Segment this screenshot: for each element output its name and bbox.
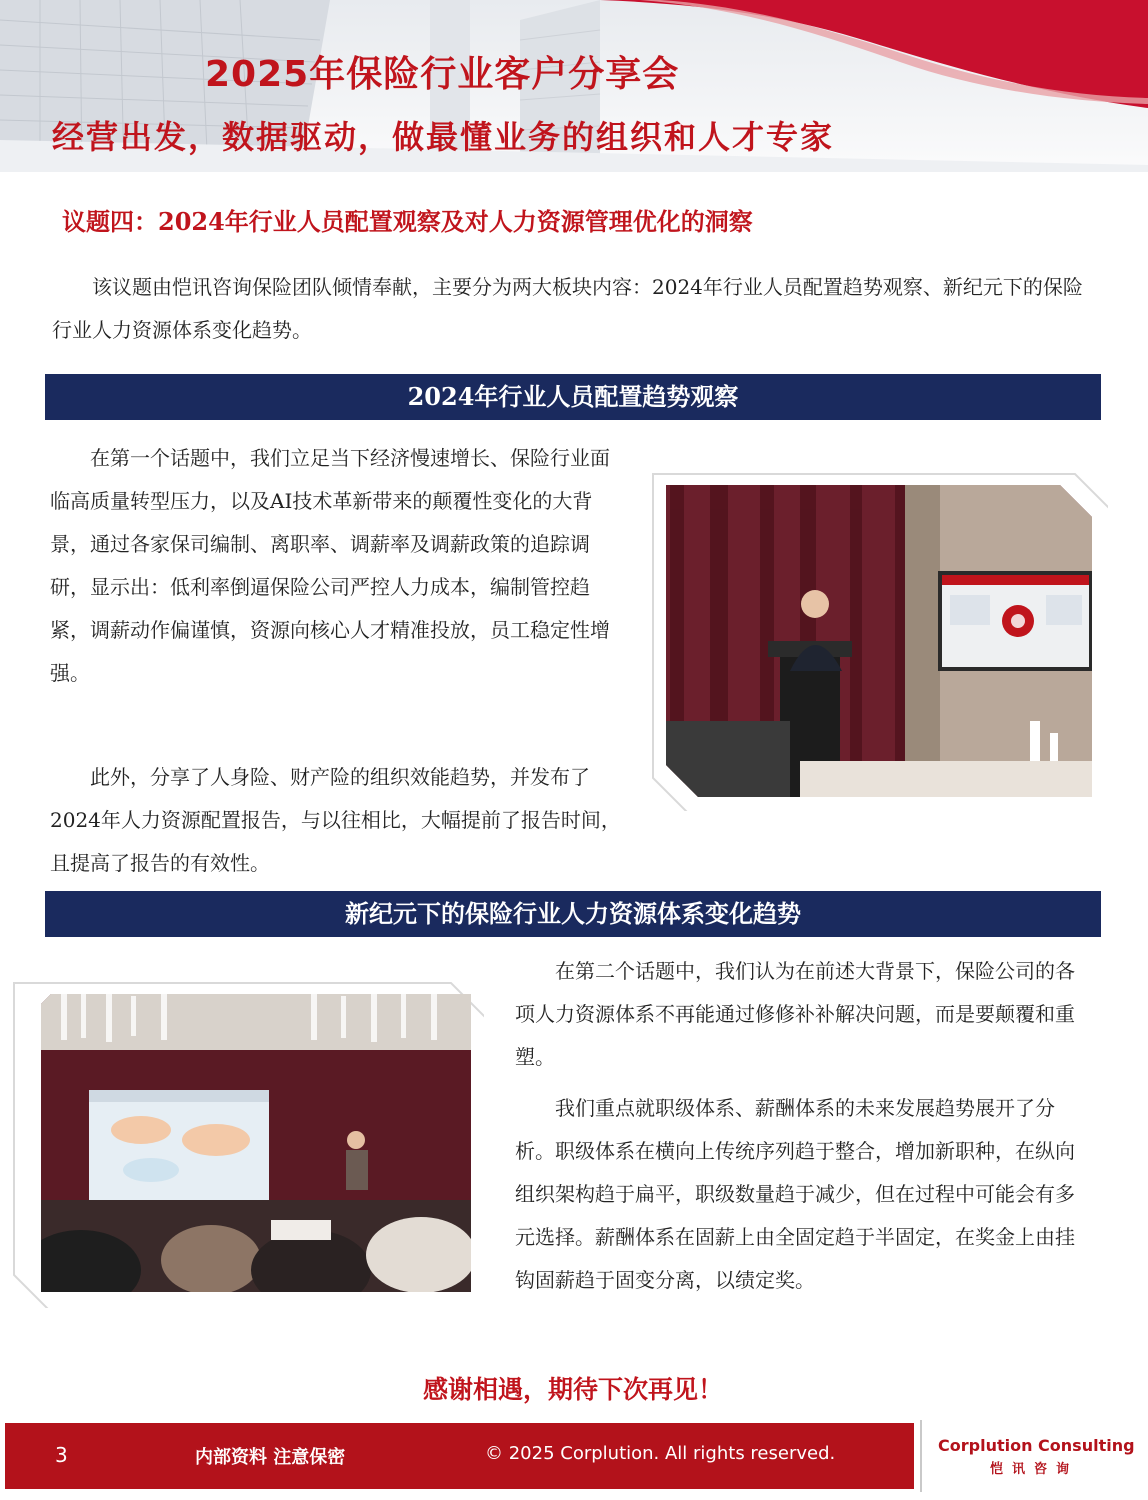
copyright-notice: © 2025 Corplution. All rights reserved. bbox=[485, 1443, 836, 1464]
page-subtitle: 经营出发，数据驱动，做最懂业务的组织和人才专家 bbox=[52, 118, 835, 156]
section1-paragraph-1: 在第一个话题中，我们立足当下经济慢速增长、保险行业面临高质量转型压力，以及AI技术革新带来的颠覆性变化的大背景，通过各家保司编制、离职率、调薪率及调薪政策的追踪调研，显示出：低利率倒逼保险公司严控人力成本，编制管控趋紧，调薪动作偏谨慎，资源向核心人才精准投放，员工稳定性增强。 bbox=[50, 446, 610, 685]
topic-heading: 议题四：2024年行业人员配置观察及对人力资源管理优化的洞察 bbox=[62, 207, 753, 236]
speaker-photo bbox=[650, 471, 1108, 811]
section2-paragraph-1: 在第二个话题中，我们认为在前述大背景下，保险公司的各项人力资源体系不再能通过修修补补解决问题，而是要颠覆和重塑。 bbox=[515, 959, 1075, 1069]
footer-divider bbox=[920, 1420, 922, 1492]
section1-paragraph-2: 此外，分享了人身险、财产险的组织效能趋势，并发布了2024年人力资源配置报告，与以往相比，大幅提前了报告时间，且提高了报告的有效性。 bbox=[50, 765, 621, 875]
topic-intro: 该议题由恺讯咨询保险团队倾情奉献，主要分为两大板块内容：2024年行业人员配置趋势观察、新纪元下的保险行业人力资源体系变化趋势。 bbox=[52, 275, 1083, 342]
page-title: 2025年保险行业客户分享会 bbox=[205, 54, 680, 95]
audience-photo bbox=[11, 980, 484, 1308]
brand-name-chinese: 恺讯咨询 bbox=[990, 1462, 1079, 1477]
page-number: 3 bbox=[55, 1443, 68, 1467]
confidential-notice: 内部资料 注意保密 bbox=[195, 1447, 346, 1468]
page-header bbox=[0, 0, 1148, 172]
closing-message: 感谢相遇，期待下次再见！ bbox=[423, 1375, 724, 1404]
brand-name-english: Corplution Consulting bbox=[938, 1436, 1135, 1455]
page-footer bbox=[5, 1423, 914, 1489]
section2-paragraph-2: 我们重点就职级体系、薪酬体系的未来发展趋势展开了分析。职级体系在横向上传统序列趋于整合，增加新职种，在纵向组织架构趋于扁平，职级数量趋于减少，但在过程中可能会有多元选择。薪酬体系在固薪上由全固定趋于半固定，在奖金上由挂钩固薪趋于固变分离，以绩定奖。 bbox=[515, 1096, 1075, 1292]
section-banner-hr-system-trends: 新纪元下的保险行业人力资源体系变化趋势 bbox=[45, 891, 1101, 937]
section-banner-staffing-trends: 2024年行业人员配置趋势观察 bbox=[45, 374, 1101, 420]
